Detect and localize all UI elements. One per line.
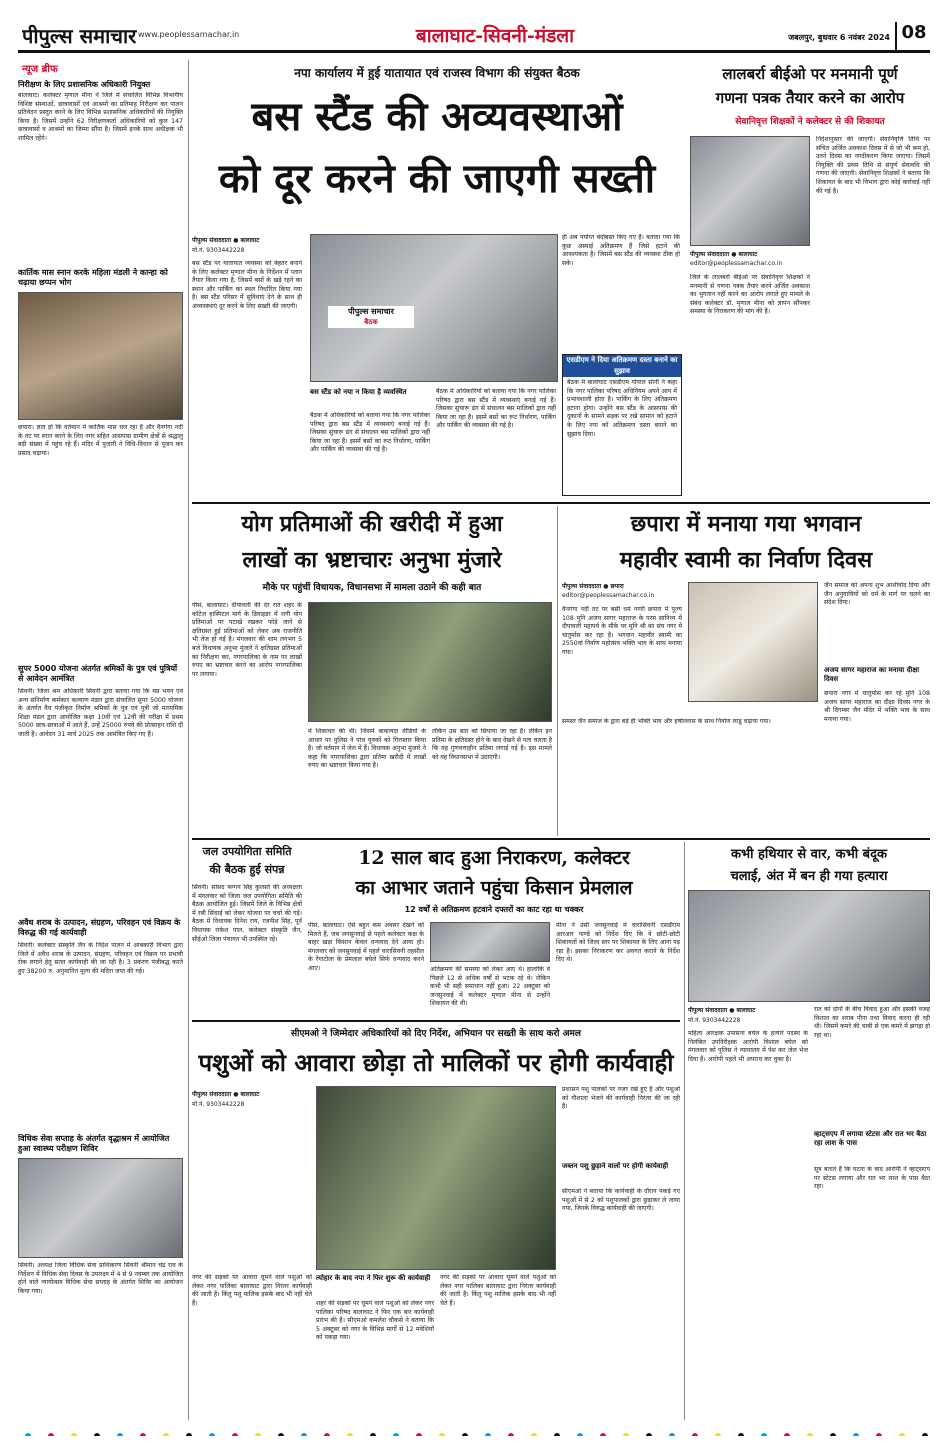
kisan-headline-2: का आभार जताने पहुंचा किसान प्रेमलाल <box>355 877 633 899</box>
brief-item3-title: सुपर 5000 योजना अंतर्गत श्रमिकों के पुत्र एवं पुत्रियों से आवेदन आमंत्रित <box>18 664 178 683</box>
cattle-mobile: मो.नं. 9303442228 <box>192 1101 245 1108</box>
mahavir-photo <box>688 582 818 702</box>
mahavir-col3-text: छपारा नगर में चातुर्मास कर रहे मुनि 108 अजय सागर महाराज का दीक्षा दिवस नगर के श्री दिगम्बर जैन मंदिर में भक्ति भाव के साथ मनाया गया। <box>824 690 930 723</box>
yoga-kicker: मौके पर पहुंचीं विधायक, विधानसभा में मामला उठाने की कही बात <box>262 583 482 593</box>
registration-dot <box>416 1433 422 1436</box>
masthead <box>0 0 945 58</box>
mahavir-col1-text: वैनगंगा नदी तट पर बसी धर्म नगरी छपारा में पूज्य 108 मुनि अजय सागर महाराज के परम सानिध्य में दीपावली महापर्व के मौके पर मुनि श्री का संघ नगर में चातुर्मास कर रहा है। भगवान महावीर स्वामी का 2550वां निर्वाण महोत्सव भक्ति भाव के साथ मनाया गया। <box>562 606 682 656</box>
kisan-kicker: 12 वर्षों से अतिक्रमण हटवाने दफ्तरों का काट रहा था चक्कर <box>404 905 584 914</box>
registration-dot <box>25 1433 31 1436</box>
sdm-box-title: एसडीएम ने दिया अतिक्रमण दस्ता बनाने का सुझाव <box>563 355 681 377</box>
registration-dot <box>370 1433 376 1436</box>
lead-col3-text: ही अब पर्याप्त बंदोबस्त किए गए हैं। बताया गया कि कुछ अस्थाई अतिक्रमण हैं जिसे हटाने की आवश्यकता है। जिसमें बस स्टैंड की व्यवस्था ठीक हो सके। <box>562 234 680 267</box>
registration-dot <box>163 1433 169 1436</box>
murder-col3-text: सूत्र बताते हैं कि घटना के बाद आरोपी ने व्हाट्सएप पर स्टेटस लगाया और रात भर लाश के पास बैठा रहा। <box>814 1166 930 1191</box>
registration-dot <box>186 1433 192 1436</box>
col-divider-mid <box>557 506 558 836</box>
yoga-headline-1: योग प्रतिमाओं की खरीदी में हुआ <box>241 511 503 537</box>
sdm-box <box>562 354 682 496</box>
kisan-photo <box>430 922 550 962</box>
beo-byline: पीपुल्स संवाददाता ● बालाघाट <box>690 251 758 258</box>
registration-dot <box>784 1433 790 1436</box>
jal-headline-2: की बैठक हुई संपन्न <box>209 863 285 876</box>
registration-dot <box>232 1433 238 1436</box>
registration-dot <box>485 1433 491 1436</box>
registration-dot <box>48 1433 54 1436</box>
registration-dot <box>692 1433 698 1436</box>
mahavir-col2-text: जैन समाज को अपना शुभ आशीर्वाद दिया और जैन अनुयायियों को धर्म के मार्ग पर चलने का संदेश दिया। <box>824 582 930 607</box>
lead-col2-sub: बस स्टैंड को नया न किया है व्यवस्थित <box>310 388 407 396</box>
brief-item1-text: बालाघाट। कलेक्टर मृणाल मीना ने जिले में संचालित विभिन्न विभागीय विशिष्ट संस्थाओं, छात्रावासों एवं आश्रमों का प्रतिमाह निरीक्षण कर पालन प्रतिवेदन प्रस्तुत करने के लिए विभिन्न प्रशासनिक अधिकारियों की नियुक्ति किया है। जिसमें उन्होंने 62 निरीक्षणकर्ता अधिकारियों को कुल 147 छात्रावासों व आश्रमों का जिम्मा सौंपा है। जिसमें इनके साथ अधीक्षक भी शामिल रहेंगे। <box>18 92 183 142</box>
registration-dot <box>255 1433 261 1436</box>
sdm-box-text: बैठक में बालाघाट एसडीएम गोपाल सोनी ने कहा कि नगर पालिका परिषद अधिनियम अपने आप में प्रभावशाली होता है। पार्किंग के लिए अतिक्रमण हटाना होगा। उन्होंने बस स्टैंड के आसपास की दुकानों के सामने सड़क पर रखे सामान को हटाने के लिए नपा को अतिक्रमण दस्ता बनाने का सुझाव दिया। <box>567 379 677 438</box>
cattle-photo <box>316 1086 556 1270</box>
page-number: 08 <box>895 22 931 50</box>
registration-dot <box>600 1433 606 1436</box>
yoga-headline-2: लाखों का भ्रष्टाचारः अनुभा मुंजारे <box>242 547 502 573</box>
murder-mobile: मो.नं. 9303442228 <box>688 1017 741 1024</box>
registration-dot <box>669 1433 675 1436</box>
edition-title: बालाघाट-सिवनी-मंडला <box>415 25 575 47</box>
yoga-col3-text: लेकिन उस बात को छिपाया जा रहा है। लेकिन इन प्रतिमा के क्षतिग्रस्त होने के बाद देखने से पता चलता है कि यह गुणवत्ताहीन प्रतिमा लगाई गई है। इस मामले को वह विधानसभा में उठाएंगी। <box>432 728 552 761</box>
cattle-story <box>192 1024 680 1420</box>
news-brief-column <box>18 60 183 1420</box>
cattle-col2-text: शहर की सड़कों पर घूमने वाले पशुओं को लेकर नगर पालिका परिषद बालाघाट ने फिर एक बार कार्यवाही प्रारंभ की है। सीएमओ कमलेश चौकसे ने बताया कि 5 अक्टूबर को नगर के विभिन्न मार्गों से 12 मवेशियों को पकड़ा गया। <box>316 1300 434 1342</box>
beo-kicker: सेवानिवृत्त शिक्षकों ने कलेक्टर से की शिकायत <box>735 117 885 127</box>
brief-item5-text: सिवनी। अध्यक्ष जिला विधिक सेवा प्राधिकरण सिवनी श्रीमान चंद्र राव के निर्देशन में विधिक सेवा दिवस के उपलक्ष्य में 4 से 9 नवम्बर तक आयोजित होने वाले न्यायोत्सव विधिक सेवा सप्ताह के अंतर्गत शिविर का आयोजन किया गया। <box>18 1262 183 1295</box>
col-divider-left <box>188 60 189 1420</box>
mahavir-story <box>562 506 930 836</box>
lead-headline-2: को दूर करने की जाएगी सख्ती <box>218 155 656 202</box>
brief-item2-title: कार्तिक मास स्नान करके महिला मंडली ने कान्हा को चढ़ाया छप्पन भोग <box>18 268 168 287</box>
murder-story <box>688 842 930 1420</box>
registration-dot <box>209 1433 215 1436</box>
registration-dot <box>94 1433 100 1436</box>
registration-dot <box>899 1433 905 1436</box>
registration-dot <box>807 1433 813 1436</box>
jal-text: सिवनी। सांसद फग्गन सिंह कुलस्ते की अध्यक्षता में मंगलवार को जिला जल उपयोगिता समिति की बैठक आयोजित हुई। जिसमें जिले के विभिन्न क्षेत्रों में रबी सिंचाई को लेकर योजना पर चर्चा की गई। बैठक में विधायक दिनेश राय, रजनीश सिंह, पूर्व विधायक राकेश पाल, कलेक्टर संस्कृति जैन, सीईओ जिला पंचायत भी उपस्थित रहे। <box>192 884 302 943</box>
registration-dot <box>439 1433 445 1436</box>
cattle-sub2: जब्तन पशु छुड़ाने वालों पर होगी कार्यवाही <box>562 1162 669 1170</box>
murder-headline-2: चलाई, अंत में बन ही गया हत्यारा <box>730 869 888 884</box>
brief-item4-title: अवैध शराब के उत्पादन, संग्रहण, परिवहन एवं विक्रय के विरुद्ध की गई कार्यवाही <box>18 918 181 937</box>
murder-col2-text: रात को दोनों के बीच विवाद हुआ और इसकी वजह विशाल का शराब पीना तथा विवाद करना ही रही थी। जिसमें कमरे की चाबी से एक कमरे में झगड़ा हो रहा था। <box>814 1006 930 1039</box>
registration-dot <box>577 1433 583 1436</box>
registration-dot <box>922 1433 928 1436</box>
jal-story <box>192 842 302 1017</box>
kisan-col1-text: पीसं, बालाघाट। ऐसे बहुत कम अवसर देखने को मिलते हैं, जब जनसुनवाई से पहले कलेक्टर कक्ष के बाहर खड़ा किसान केवल धन्यवाद देने आया हो। मंगलवार को जनसुनवाई में पहले वारासिवनी तहसील के रेंगाटोला के प्रेमलाल बघेले सिर्फ धन्यवाद करने आए। <box>308 922 424 972</box>
right-top-story <box>690 60 930 500</box>
paper-name: पीपुल्स समाचार <box>22 24 137 48</box>
kisan-col2-text: अतिक्रमण की समस्या को लेकर आए थे। हालांकि वे पिछले 12 से अधिक वर्षों से भटक रहे थे। लेकिन कभी भी सही समाधान नहीं हुआ। 22 अक्टूबर को जनसुनवाई में कलेक्टर मृणाल मीना से उन्होंने शिकायत की थी। <box>430 966 550 1008</box>
registration-dot <box>347 1433 353 1436</box>
cattle-headline: पशुओं को आवारा छोड़ा तो मालिकों पर होगी कार्यवाही <box>198 1048 674 1077</box>
mahavir-byline: पीपुल्स संवाददाता ● छपारा <box>562 583 624 590</box>
kisan-col3-text: मीना ने उसी जनसुनवाई में वारासिवनी एसडीएम आरआर पाण्डे को निर्देश दिए कि वे छोटी-छोटी शिकायतों को जिला स्तर पर शिकायत के लिए आना पड़ रहा है। इसका निराकरण कर अवगत कराने के निर्देश दिए थे। <box>556 922 680 964</box>
mahavir-headline-2: महावीर स्वामी का निर्वाण दिवस <box>619 547 873 573</box>
kisan-story <box>308 842 680 1017</box>
brief-item2-text: छपारा। ज्ञात हो कि वर्तमान में कार्तिक मास चल रहा है और वैनगंगा नदी के तट पर स्नान करने के लिए नगर सहित आसपास ग्रामीण क्षेत्रों से श्रद्धालु बड़ी संख्या में पहुंच रहे हैं। मंदिर में पुजारी ने विधि-विधान से पूजन कर प्रसाद चढ़ाया। <box>18 424 183 457</box>
cattle-byline: पीपुल्स संवाददाता ● बालाघाट <box>192 1091 260 1098</box>
registration-dot <box>853 1433 859 1436</box>
cattle-col4-text: सीएमओ ने बताया कि कार्यवाही के दौरान पकड़ें गए पशुओं में से 2 को पशुपालकों द्वारा छुड़ाकर ले जाया गया, जिनके विरुद्ध कार्यवाही की जाएगी। <box>562 1188 680 1213</box>
kisan-headline-1: 12 साल बाद हुआ निराकरण, कलेक्टर <box>358 847 630 869</box>
h-rule-1 <box>192 502 930 504</box>
brief-item5-title: विधिक सेवा सप्ताह के अंतर्गत वृद्धाश्रम में आयोजित हुआ स्वास्थ्य परीक्षण शिविर <box>18 1134 170 1153</box>
yoga-col2-text: में शिकायत की थी। जिसमें बाकायदा वीडियो के आधार पर पुलिस ने पांच युवकों को गिरफ्तार किया है। जो वर्तमान में जेल में हैं। विधायक अनुभा मुंजारे ने कहा कि नगरपालिका द्वारा प्रतिमा खरीदी में लाखों रुपए का भ्रष्टाचार किया गया है। <box>308 728 426 770</box>
print-color-bar <box>18 1426 930 1436</box>
registration-dot <box>623 1433 629 1436</box>
health-camp-photo <box>18 1158 183 1258</box>
mahavir-headline-1: छपारा में मनाया गया भगवान <box>630 511 862 537</box>
cattle-col3-text: प्रशासन पशु पालकों पर नजर रखे हुए है और पशुओं को गौशाला भेजने की कार्यवाही निरंतर की जा रही है। <box>562 1086 680 1111</box>
registration-dot <box>278 1433 284 1436</box>
registration-dot <box>830 1433 836 1436</box>
yoga-statue-photo <box>308 602 552 722</box>
lead-col2-text: बैठक में अधिकारियों को बताया गया कि नगर पालिका परिषद द्वारा बस स्टैंड में व्यवस्थाएं बनाई गई हैं। जिसका सुचारू ढंग से संचालन बस मालिकों द्वारा नहीं किया जा रहा है। इसमें बसों का रूट निर्धारण, पार्किंग और पार्किंग की व्यवस्था की गई है। <box>310 412 430 454</box>
registration-dot <box>140 1433 146 1436</box>
police-photo <box>688 890 930 1002</box>
col-divider-right <box>684 842 685 1420</box>
lead-col2b-text: बैठक में अधिकारियों को बताया गया कि नगर पालिका परिषद द्वारा बस स्टैंड में व्यवस्थाएं बनाई गई हैं। जिसका सुचारू ढंग से संचालन बस मालिकों द्वारा नहीं किया जा रहा है। इसमें बसों का रूट निर्धारण, पार्किंग और पार्किंग की व्यवस्था की गई है। <box>436 388 556 430</box>
cattle-col2b-text: नगर की सड़कों पर आवारा घूमने वाले पशुओं को लेकर नगर पालिका बालाघाट द्वारा निरंतर कार्यवाही की जाती है। किंतु पशु मालिक इसके बाद भी नहीं चेते हैं। <box>440 1274 556 1307</box>
lead-headline-1: बस स्टैंड की अव्यवस्थाओं <box>251 93 623 140</box>
yoga-story <box>192 506 552 836</box>
registration-dot <box>117 1433 123 1436</box>
beo-headline-1: लालबर्रा बीईओ पर मनमानी पूर्ण <box>722 65 898 83</box>
website[interactable]: www.peoplessamachar.in <box>138 30 240 39</box>
beo-email[interactable]: editor@peoplessamachar.co.in <box>690 260 783 267</box>
registration-dot <box>71 1433 77 1436</box>
teachers-photo <box>690 136 810 246</box>
registration-dot <box>531 1433 537 1436</box>
beo-headline-2: गणना पत्रक तैयार करने का आरोप <box>715 89 905 107</box>
brief-item3-text: सिवनी। जिला श्रम अधिकारी सिवनी द्वारा बताया गया कि मप्र भवन एवं अन्य संनिर्माण कर्मकार कल्याण मंडल द्वारा संचालित सुपर 5000 योजना के अंतर्गत वैध पंजीकृत निर्माण श्रमिकों के पुत्र एवं पुत्री जो माध्यमिक शिक्षा मंडल द्वारा आयोजित कक्षा 10वीं एवं 12वीं की परीक्षा में प्रथम 5000 छात्र-छात्राओं में आते हैं, उन्हें 25000 रुपये की प्रोत्साहन राशि दी जाती है। आवेदन 31 मार्च 2025 तक आमंत्रित किए गए हैं। <box>18 688 183 738</box>
yoga-col1-text: पीसं, बालाघाट। दीपावली की देर रात शहर के कॉटेज हास्पिटल मार्ग के डिवाइडर में लगी योग प्रतिमाओं पर पटाखे रखकर फोड़े जाने से क्षतिग्रस्त हुई प्रतिमाओं को लेकर अब राजनीति भी तेज हो गई है। मंगलवार की शाम लगभग 5 बजे विधायक अनुभा मुंजारे ने क्षतिग्रस्त प्रतिमाओं का निरीक्षण कर, नगरपालिका के नाम पर लाखों रुपए का भ्रष्टाचार करने का आरोप नगरपालिका पर लगाया। <box>192 602 302 678</box>
mahavir-sub: अजय सागर महाराज का मनाया दीक्षा दिवस <box>824 666 920 683</box>
murder-headline-1: कभी हथियार से वार, कभी बंदूक <box>731 847 887 862</box>
jal-headline-1: जल उपयोगिता समिति <box>202 845 292 858</box>
murder-sub: व्हाट्सएप में लगाया स्टेटस और रात भर बैठा रहा लाश के पास <box>814 1130 927 1147</box>
photo-logo: पीपुल्स समाचार <box>328 306 414 318</box>
registration-dot <box>508 1433 514 1436</box>
registration-dot <box>738 1433 744 1436</box>
header-rule <box>18 50 930 53</box>
h-rule-2 <box>192 838 930 840</box>
registration-dot <box>301 1433 307 1436</box>
cattle-kicker: सीएमओ ने जिम्मेदार अधिकारियों को दिए निर्देश, अभियान पर सख्ती के साथ करो अमल <box>291 1029 581 1039</box>
registration-marks <box>18 1431 930 1436</box>
dateline: जबलपुर, बुधवार 6 नवंबर 2024 <box>788 33 890 42</box>
beo-col2-text: निर्देशानुसार की जाएगी। सेवानिवृत्ति तिथि पर संचित अर्जित अवकाश दिवस में से जो भी कम हो, उतने दिवस का नगदीकरण किया जाएगा। जिसमें नियुक्ति की प्रथम तिथि से संपूर्ण सेवावधि की गणना की जाएगी। सेवानिवृत्त शिक्षकों ने बताया कि शिकायत के बाद भी विभाग द्वारा कोई कार्रवाई नहीं की गई है। <box>816 136 930 195</box>
chhappan-bhog-photo <box>18 292 183 420</box>
registration-dot <box>393 1433 399 1436</box>
registration-dot <box>462 1433 468 1436</box>
news-brief-label: न्यूज ब्रीफ <box>22 64 58 75</box>
lead-story <box>192 60 682 500</box>
lead-col1-text: बस स्टैंड पर यातायात व्यवस्था को बेहतर बनाने के लिए कलेक्टर मृणाल मीना के निर्देशन में प्लान तैयार किया गया है, जिसमें बसों के खड़े रहने का स्थान और पार्किंग का स्थल निर्धारित किया गया है। बस स्टैंड परिसर में सुविधाएं देने के साथ ही अव्यवस्थाएं दूर करने के लिए सख्ती की जाएगी। <box>192 260 302 310</box>
registration-dot <box>554 1433 560 1436</box>
beo-col1-text: जिले के लालबर्रा बीईओ पर सेवानिवृत्त शिक्षकों ने मनमानी से गणना पत्रक तैयार करने अर्जित अवकाश का भुगतान नहीं करने का आरोप लगाते हुए मामले के संबंध कलेक्टर डॉ. मृणाल मीना को ज्ञापन सौंपकर समस्या के निराकरण की मांग की है। <box>690 274 810 316</box>
cattle-sub: त्योहार के बाद नपा ने फिर शुरू की कार्यवाही <box>316 1274 431 1282</box>
h-rule-3 <box>192 1020 680 1022</box>
registration-dot <box>646 1433 652 1436</box>
lead-byline: पीपुल्स संवाददाता ● बालाघाट <box>192 237 260 244</box>
cattle-col1-text: नगर की सड़कों पर आवारा घूमने वाले पशुओं को लेकर नगर पालिका बालाघाट द्वारा निरंतर कार्यवाही की जाती है। किंतु पशु मालिक इसके बाद भी नहीं चेते हैं। <box>192 1274 312 1307</box>
registration-dot <box>324 1433 330 1436</box>
registration-dot <box>761 1433 767 1436</box>
murder-byline: पीपुल्स संवाददाता ● बालाघाट <box>688 1007 756 1014</box>
registration-dot <box>715 1433 721 1436</box>
brief-item1-title: निरीक्षण के लिए प्रशासनिक अधिकारी नियुक्त <box>18 80 151 89</box>
brief-item4-text: सिवनी। कलेक्टर संस्कृति जैन के निर्देश पालन में आबकारी विभाग द्वारा जिले में अवैध शराब के उत्पादन, संग्रहण, परिवहन एवं विक्रय पर प्रभावी रोक लगाने हेतु सतत कार्यवाही की जा रही है। 3 प्रकरण पंजीबद्ध करते हुए 38200 रु. अनुमानित मूल्य की मदिरा जप्त की गई। <box>18 942 183 975</box>
photo-caption: बैठक <box>328 318 414 328</box>
registration-dot <box>876 1433 882 1436</box>
lead-kicker: नपा कार्यालय में हुई यातायात एवं राजस्व विभाग की संयुक्त बैठक <box>294 66 580 80</box>
mahavir-photo-caption: समस्त जैन समाज के द्वारा बड़े ही भक्ति भाव और हर्षोल्लास के साथ निर्वाण लाडू चढ़ाया गया। <box>562 718 771 725</box>
lead-mobile: मो.नं. 9303442228 <box>192 247 245 254</box>
murder-col1-text: महिला आरक्षक उपासना बघेल के हत्यारे पदस्थ के निलंबित उपनिरीक्षक आरोपी विशाल बघेल को मंगलवार को पुलिस ने न्यायालय में पेश कर जेल भेज दिया है। आरोपी पहले भी अपराध कर चुका है। <box>688 1030 808 1063</box>
mahavir-email[interactable]: editor@peoplessamachar.co.in <box>562 592 655 599</box>
